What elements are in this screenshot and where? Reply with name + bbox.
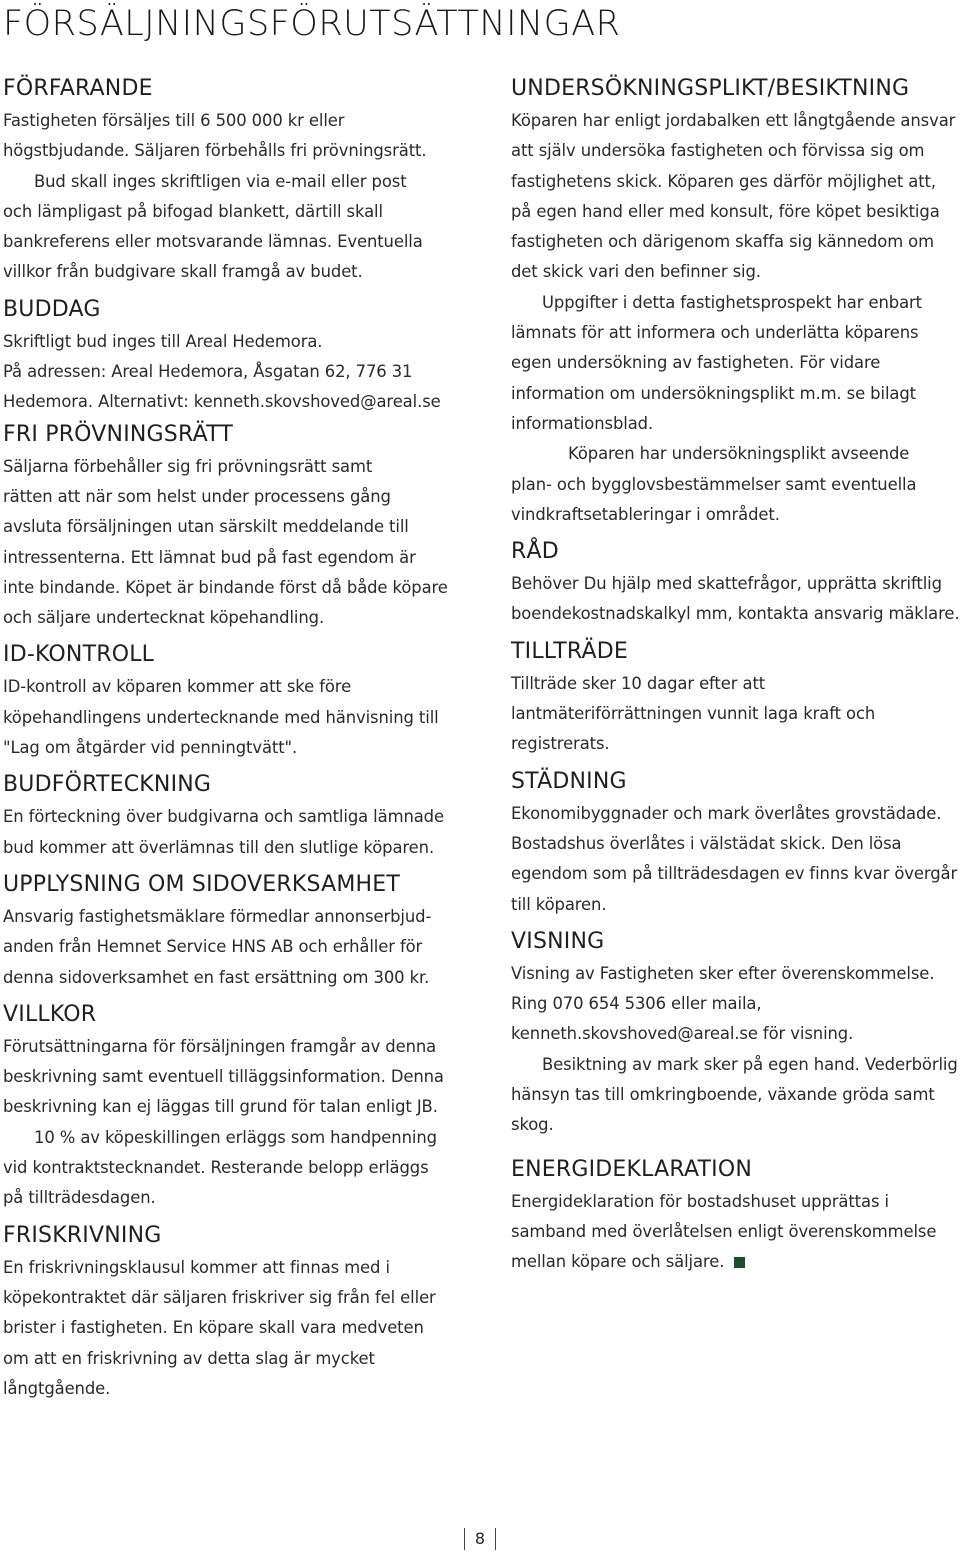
text-line: på egen hand eller med konsult, före köpet besiktiga (511, 201, 940, 221)
text-line: brister i fastigheten. En köpare skall vara medveten (3, 1318, 424, 1338)
text-line: rätten att när som helst under processens gång (3, 486, 391, 506)
text-line: Ansvarig fastighetsmäklare förmedlar annonserbjud- (3, 906, 432, 926)
section-heading: UPPLYSNING OM SIDOVERKSAMHET (3, 871, 400, 897)
text-line: Hedemora. Alternativt: kenneth.skovshoved@areal.se (3, 392, 441, 412)
section-heading: FRISKRIVNING (3, 1222, 162, 1248)
text-line: Bostadshus överlåtes i välstädat skick. Den lösa (511, 833, 902, 853)
text-line: beskrivning samt eventuell tilläggsinformation. Denna (3, 1067, 444, 1087)
text-line: Ring 070 654 5306 eller maila, (511, 994, 762, 1014)
section-upplysning-sidoverksamhet (3, 868, 465, 993)
text-line: inte bindande. Köpet är bindande först då både köpare (3, 577, 448, 597)
text-line: köpehandlingens undertecknande med hänvisning till (3, 707, 439, 727)
section-heading: FRI PRÖVNINGSRÄTT (3, 421, 233, 447)
text-line: intressenterna. Ett lämnat bud på fast egendom är (3, 547, 416, 567)
divider (495, 1528, 496, 1550)
text-line: beskrivning kan ej läggas till grund för talan enligt JB. (3, 1097, 438, 1117)
section-heading: STÄDNING (511, 768, 627, 794)
section-villkor (3, 998, 465, 1214)
text-line: "Lag om åtgärder vid penningtvätt". (3, 738, 298, 758)
section-buddag (3, 293, 465, 418)
text-line: ID-kontroll av köparen kommer att ske före (3, 677, 352, 697)
section-undersokningsplikt (511, 72, 960, 530)
text-line: plan- och bygglovsbestämmelser samt eventuella (511, 474, 917, 494)
section-heading: VILLKOR (3, 1001, 97, 1027)
text-line: På adressen: Areal Hedemora, Åsgatan 62, 776 31 (3, 362, 413, 382)
section-budforteckning (3, 768, 465, 863)
text-line: 10 % av köpeskillingen erläggs som handpenning (34, 1127, 437, 1147)
text-line: En friskrivningsklausul kommer att finnas med i (3, 1257, 390, 1277)
section-friskrivning (3, 1219, 465, 1404)
text-line: hänsyn tas till omkringboende, växande gröda samt (511, 1085, 935, 1105)
right-column (511, 72, 960, 1278)
text-line: Fastigheten försäljes till 6 500 000 kr eller (3, 111, 345, 130)
text-line: Besiktning av mark sker på egen hand. Vederbörlig (542, 1054, 958, 1074)
text-line: vindkraftsetableringar i området. (511, 504, 780, 524)
text-line: att själv undersöka fastigheten och förvissa sig om (511, 141, 925, 161)
section-rad (511, 535, 960, 630)
text-line: En förteckning över budgivarna och samtliga lämnade (3, 807, 444, 827)
page-title: FÖRSÄLJNINGSFÖRUTSÄTTNINGAR (3, 4, 621, 44)
section-heading: UNDERSÖKNINGSPLIKT/BESIKTNING (511, 76, 910, 101)
text-line: det skick vari den befinner sig. (511, 262, 761, 282)
text-line: långtgående. (3, 1378, 111, 1398)
text-line: Uppgifter i detta fastighetsprospekt har enbart (542, 292, 922, 312)
text-line: mellan köpare och säljare. (511, 1252, 725, 1272)
text-line: Säljarna förbehåller sig fri prövningsrätt samt (3, 456, 373, 476)
text-line: avsluta försäljningen utan särskilt meddelande till (3, 517, 409, 537)
section-heading: ENERGIDEKLARATION (511, 1156, 752, 1182)
page-number: 8 (474, 1528, 486, 1548)
section-heading: RÅD (511, 539, 559, 565)
text-line: egendom som på tillträdesdagen ev finns kvar övergår (511, 864, 958, 884)
section-fri-provningsratt (3, 418, 465, 634)
section-tilltrade (511, 635, 960, 760)
text-line: till köparen. (511, 894, 607, 914)
text-line: och lämpligast på bifogad blankett, därtill skall (3, 201, 383, 221)
section-heading: ID-KONTROLL (3, 642, 155, 668)
text-line: villkor från budgivare skall framgå av budet. (3, 262, 363, 282)
text-line: samband med överlåtelsen enligt överenskommelse (511, 1221, 937, 1241)
text-line: Bud skall inges skriftligen via e-mail eller post (34, 171, 407, 191)
text-line: denna sidoverksamhet en fast ersättning om 300 kr. (3, 967, 430, 987)
text-line: och säljare undertecknat köpehandling. (3, 608, 325, 628)
text-line: egen undersökning av fastigheten. För vidare (511, 353, 881, 373)
section-forfarande (3, 72, 465, 288)
text-line: högstbjudande. Säljaren förbehålls fri prövningsrätt. (3, 141, 427, 161)
text-line: kenneth.skovshoved@areal.se för visning. (511, 1024, 854, 1044)
text-line: information om undersökningsplikt m.m. se bilagt (511, 383, 916, 403)
text-line: lämnats för att informera och underlätta köparens (511, 323, 919, 343)
text-line: boendekostnadskalkyl mm, kontakta ansvarig mäklare. (511, 604, 960, 624)
text-line: informationsblad. (511, 413, 654, 433)
text-line: Köparen har undersökningsplikt avseende (568, 444, 910, 464)
section-visning (511, 925, 960, 1141)
page-footer (0, 1526, 960, 1551)
section-heading: TILLTRÄDE (511, 638, 628, 664)
section-heading: VISNING (511, 928, 605, 954)
text-line: skog. (511, 1115, 554, 1135)
text-line: Köparen har enligt jordabalken ett långtgående ansvar (511, 111, 956, 130)
text-line: Förutsättningarna för försäljningen framgår av denna (3, 1036, 437, 1056)
section-heading: BUDDAG (3, 296, 101, 322)
text-line: köpekontraktet där säljaren friskriver sig från fel eller (3, 1287, 436, 1307)
text-line: fastighetens skick. Köparen ges därför möjlighet att, (511, 171, 936, 191)
text-line: Ekonomibyggnader och mark överlåtes grovstädade. (511, 803, 942, 823)
section-id-kontroll (3, 638, 465, 763)
text-line: bud kommer att överlämnas till den slutlige köparen. (3, 837, 435, 857)
text-line: Tillträde sker 10 dagar efter att (511, 673, 766, 693)
section-heading: BUDFÖRTECKNING (3, 772, 212, 798)
text-line: Behöver Du hjälp med skattefrågor, upprätta skriftlig (511, 574, 942, 594)
end-of-text-square-icon (734, 1257, 745, 1268)
section-heading: FÖRFARANDE (3, 76, 153, 101)
text-line: om att en friskrivning av detta slag är mycket (3, 1348, 375, 1368)
section-stadning (511, 765, 960, 920)
text-line: Energideklaration för bostadshuset upprättas i (511, 1191, 889, 1211)
text-line: Visning av Fastigheten sker efter överenskommelse. (511, 963, 935, 983)
text-line: på tillträdesdagen. (3, 1188, 156, 1208)
text-line: registrerats. (511, 734, 610, 754)
left-column (3, 72, 465, 1404)
text-line: anden från Hemnet Service HNS AB och erhåller för (3, 937, 423, 957)
text-line: fastigheten och därigenom skaffa sig kännedom om (511, 232, 934, 252)
text-line: bankreferens eller motsvarande lämnas. Eventuella (3, 232, 423, 252)
section-energideklaration (511, 1153, 960, 1278)
text-line: vid kontraktstecknandet. Resterande belopp erläggs (3, 1158, 429, 1178)
text-line: lantmäteriförrättningen vunnit laga kraft och (511, 704, 876, 724)
text-line-last (511, 1247, 960, 1277)
text-line: Skriftligt bud inges till Areal Hedemora. (3, 331, 323, 351)
